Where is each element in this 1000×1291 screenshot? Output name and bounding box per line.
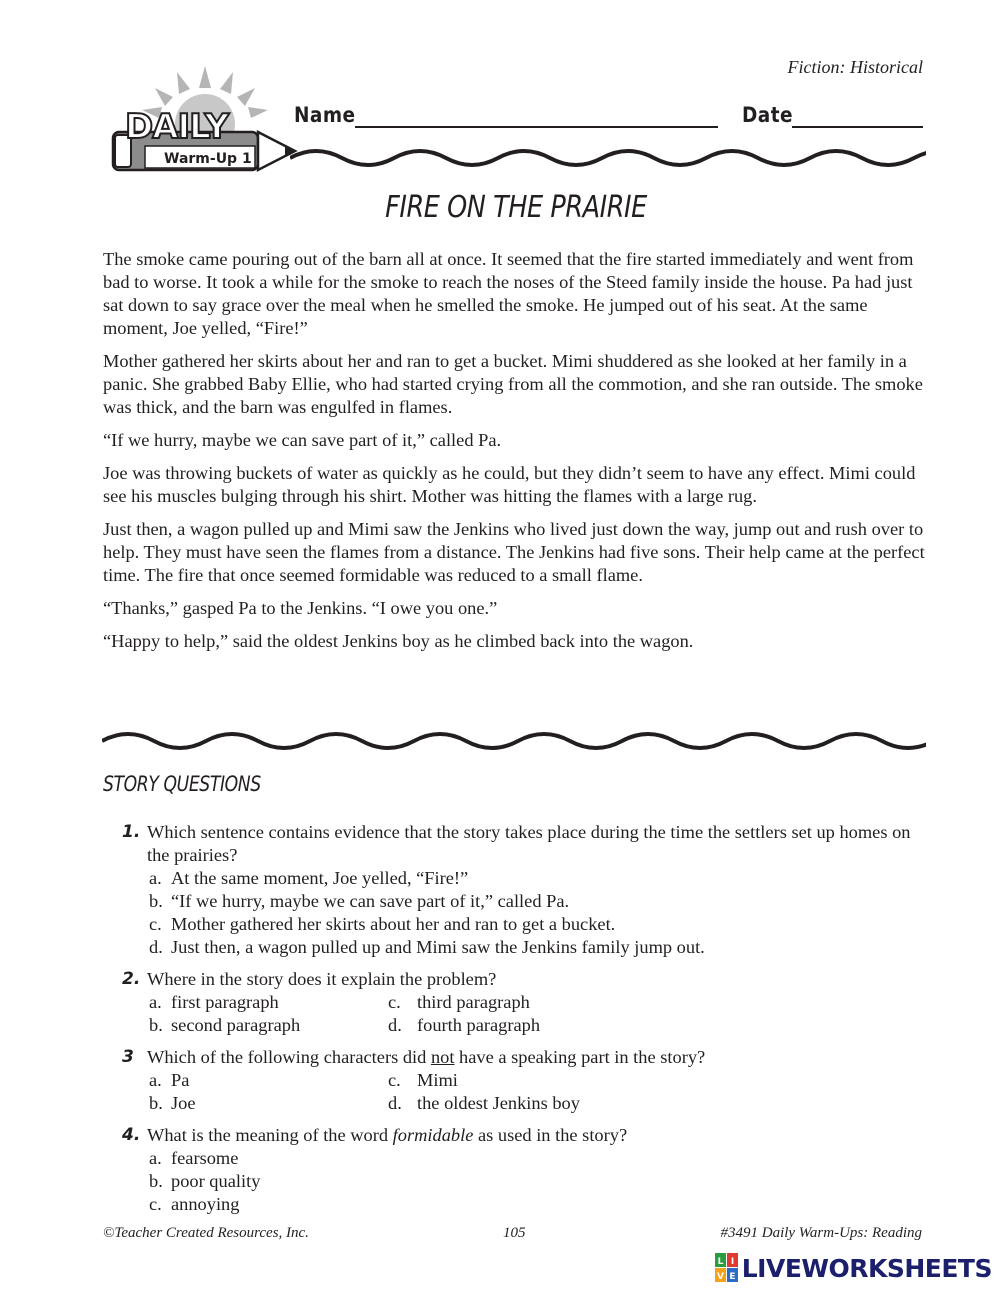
question-number: 3 xyxy=(122,1047,134,1067)
question-number: 2. xyxy=(122,969,141,989)
daily-warmup-logo xyxy=(105,62,305,186)
option-text: second paragraph xyxy=(171,1015,301,1035)
questions-list xyxy=(122,821,922,1225)
option-text: At the same moment, Joe yelled, “Fire!” xyxy=(171,868,469,888)
story-title: FIRE ON THE PRAIRIE xyxy=(385,190,647,225)
logo-badge-letter: E xyxy=(729,1272,736,1282)
wavy-divider-top xyxy=(290,144,926,172)
question-2 xyxy=(122,968,922,1037)
wavy-divider-middle xyxy=(102,727,926,755)
option-text: fourth paragraph xyxy=(417,1015,541,1035)
option-text: Joe xyxy=(171,1093,196,1113)
name-field[interactable] xyxy=(355,126,718,128)
questions-heading: STORY QUESTIONS xyxy=(103,772,261,796)
answer-option[interactable] xyxy=(147,1193,922,1216)
question-text: Where in the story does it explain the problem? xyxy=(147,969,497,989)
footer-copyright: ©Teacher Created Resources, Inc. xyxy=(103,1225,309,1241)
story-text xyxy=(103,248,925,663)
liveworksheets-logo-icon xyxy=(715,1253,739,1283)
option-letter: b. xyxy=(149,1093,163,1113)
story-paragraph: Joe was throwing buckets of water as quickly as he could, but they didn’t seem to have any effect. Mimi could see his muscles bulging through his shirt. Mother was hitting the flames with a large rug. xyxy=(103,463,916,506)
footer-book-title: #3491 Daily Warm-Ups: Reading xyxy=(720,1225,922,1241)
option-letter: b. xyxy=(149,1015,163,1035)
option-letter: c. xyxy=(149,914,162,934)
answer-option[interactable] xyxy=(388,1092,688,1115)
date-label: Date xyxy=(742,103,793,127)
liveworksheets-watermark[interactable] xyxy=(715,1253,992,1283)
underlined-word: not xyxy=(430,1047,455,1067)
option-letter: a. xyxy=(149,1070,162,1090)
answer-option[interactable] xyxy=(149,1092,388,1115)
genre-label: Fiction: Historical xyxy=(787,57,923,77)
story-paragraph: The smoke came pouring out of the barn all at once. It seemed that the fire started immediately and went from bad to worse. It took a while for the smoke to reach the noses of the Steed family inside the house. Pa had just sat down to say grace over the meal when he smelled the smoke. He jumped out of his seat. At the same moment, Joe yelled, “Fire!” xyxy=(103,249,914,338)
story-paragraph: “Thanks,” gasped Pa to the Jenkins. “I owe you one.” xyxy=(103,598,498,618)
date-field[interactable] xyxy=(792,126,923,128)
italic-word: formidable xyxy=(392,1125,474,1145)
option-text: the oldest Jenkins boy xyxy=(417,1093,580,1113)
option-letter: a. xyxy=(149,992,162,1012)
answer-option[interactable] xyxy=(388,1069,688,1092)
question-text-part: have a speaking part in the story? xyxy=(454,1047,706,1067)
logo-word: DAILY xyxy=(125,107,229,147)
answer-option[interactable] xyxy=(388,1014,688,1037)
story-paragraph: Just then, a wagon pulled up and Mimi saw the Jenkins who lived just down the way, jump out and rush over to help. They must have seen the flames from a distance. The Jenkins had five sons. Their help came at the perfect time. The fire that once seemed formidable was reduced to a small flame. xyxy=(103,519,925,585)
story-paragraph: “If we hurry, maybe we can save part of it,” called Pa. xyxy=(103,430,502,450)
option-letter: d. xyxy=(388,1015,402,1035)
option-text: Pa xyxy=(171,1070,190,1090)
answer-option[interactable] xyxy=(388,991,688,1014)
option-letter: c. xyxy=(149,1194,162,1214)
footer-page-number: 105 xyxy=(503,1225,526,1241)
option-text: first paragraph xyxy=(171,992,279,1012)
answer-option[interactable] xyxy=(147,1170,922,1193)
answer-option[interactable] xyxy=(147,913,922,936)
question-text xyxy=(147,1124,922,1147)
option-text: Mother gathered her skirts about her and ran to get a bucket. xyxy=(171,914,616,934)
logo-subtitle: Warm-Up 1 xyxy=(164,151,252,167)
question-text: Which sentence contains evidence that the story takes place during the time the settlers set up homes on the prairies? xyxy=(147,822,911,865)
option-letter: a. xyxy=(149,868,162,888)
option-text: fearsome xyxy=(171,1148,239,1168)
answer-option[interactable] xyxy=(147,890,922,913)
answer-option[interactable] xyxy=(149,1014,388,1037)
question-4 xyxy=(122,1124,922,1216)
answer-option[interactable] xyxy=(149,1069,388,1092)
option-text: poor quality xyxy=(171,1171,261,1191)
answer-option[interactable] xyxy=(149,991,388,1014)
option-text: “If we hurry, maybe we can save part of it,” called Pa. xyxy=(171,891,570,911)
story-paragraph: Mother gathered her skirts about her and ran to get a bucket. Mimi shuddered as she looked at her family in a panic. She grabbed Baby Ellie, who had started crying from all the commotion, and she ran outside. The smoke was thick, and the barn was engulfed in flames. xyxy=(103,351,923,417)
story-paragraph: “Happy to help,” said the oldest Jenkins boy as he climbed back into the wagon. xyxy=(103,631,694,651)
question-text-part: Which of the following characters did xyxy=(147,1047,431,1067)
option-text: third paragraph xyxy=(417,992,530,1012)
option-letter: d. xyxy=(149,937,163,957)
question-text xyxy=(147,1046,922,1069)
option-text: Just then, a wagon pulled up and Mimi saw the Jenkins family jump out. xyxy=(171,937,705,957)
logo-badge-letter: I xyxy=(730,1257,734,1267)
question-number: 1. xyxy=(122,822,141,842)
liveworksheets-wordmark: LIVEWORKSHEETS xyxy=(741,1253,992,1283)
answer-option[interactable] xyxy=(147,1147,922,1170)
option-letter: a. xyxy=(149,1148,162,1168)
question-text-part: What is the meaning of the word xyxy=(147,1125,393,1145)
question-number: 4. xyxy=(122,1125,141,1145)
question-3 xyxy=(122,1046,922,1115)
name-label: Name xyxy=(294,103,356,127)
logo-badge-letter: L xyxy=(717,1257,724,1267)
option-letter: c. xyxy=(388,992,401,1012)
option-letter: d. xyxy=(388,1093,402,1113)
answer-option[interactable] xyxy=(147,936,922,959)
option-letter: b. xyxy=(149,891,163,911)
option-text: annoying xyxy=(171,1194,240,1214)
option-letter: b. xyxy=(149,1171,163,1191)
option-text: Mimi xyxy=(417,1070,458,1090)
answer-option[interactable] xyxy=(147,867,922,890)
logo-badge-letter: V xyxy=(716,1272,724,1282)
option-letter: c. xyxy=(388,1070,401,1090)
question-text-part: as used in the story? xyxy=(473,1125,628,1145)
question-1 xyxy=(122,821,922,959)
